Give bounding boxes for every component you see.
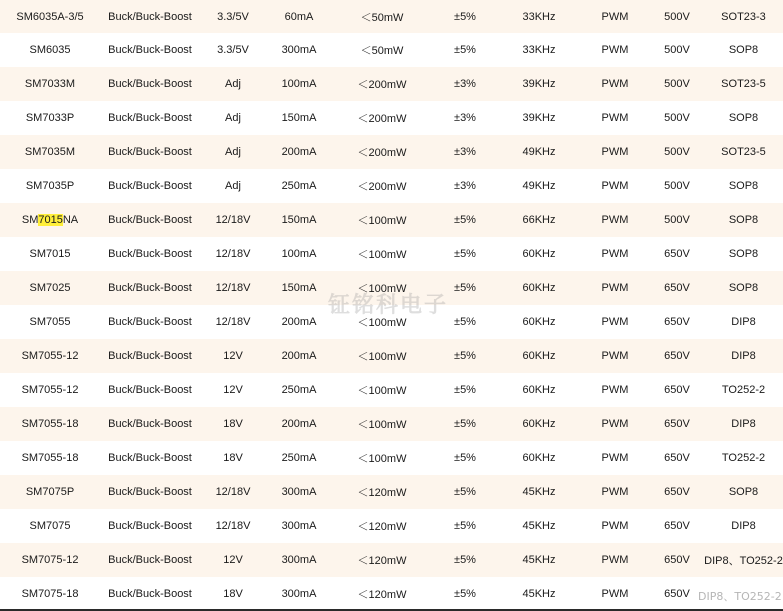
standby-power-cell: ＜50mW <box>332 33 432 67</box>
part-number-cell: SM7075 <box>0 509 100 543</box>
topology-cell: Buck/Buck-Boost <box>100 67 200 101</box>
control-mode-cell: PWM <box>580 577 650 611</box>
frequency-cell: 33KHz <box>498 33 580 67</box>
topology-cell: Buck/Buck-Boost <box>100 373 200 407</box>
topology-cell: Buck/Buck-Boost <box>100 543 200 577</box>
table-row <box>0 441 783 475</box>
standby-power-cell: ＜100mW <box>332 339 432 373</box>
output-voltage-cell: 12V <box>200 373 266 407</box>
standby-power-cell: ＜100mW <box>332 203 432 237</box>
topology-cell: Buck/Buck-Boost <box>100 305 200 339</box>
frequency-cell: 39KHz <box>498 101 580 135</box>
standby-power-cell: ＜100mW <box>332 271 432 305</box>
table-row <box>0 339 783 373</box>
breakdown-voltage-cell: 650V <box>650 543 704 577</box>
standby-power-cell: ＜120mW <box>332 475 432 509</box>
table-row <box>0 509 783 543</box>
standby-power-cell: ＜100mW <box>332 305 432 339</box>
frequency-cell: 33KHz <box>498 0 580 33</box>
output-voltage-cell: 12/18V <box>200 203 266 237</box>
control-mode-cell: PWM <box>580 271 650 305</box>
control-mode-cell: PWM <box>580 475 650 509</box>
frequency-cell: 60KHz <box>498 373 580 407</box>
control-mode-cell: PWM <box>580 305 650 339</box>
package-cell: SOT23-5 <box>704 135 783 169</box>
output-voltage-cell: Adj <box>200 67 266 101</box>
topology-cell: Buck/Buck-Boost <box>100 33 200 67</box>
table-row <box>0 169 783 203</box>
standby-power-cell: ＜120mW <box>332 509 432 543</box>
part-number-cell: SM7055-12 <box>0 373 100 407</box>
control-mode-cell: PWM <box>580 509 650 543</box>
voltage-accuracy-cell: ±5% <box>432 509 498 543</box>
part-number-cell: SM7033M <box>0 67 100 101</box>
table-row <box>0 475 783 509</box>
part-number-cell: SM7075-12 <box>0 543 100 577</box>
breakdown-voltage-cell: 650V <box>650 305 704 339</box>
control-mode-cell: PWM <box>580 203 650 237</box>
output-current-cell: 250mA <box>266 169 332 203</box>
voltage-accuracy-cell: ±3% <box>432 169 498 203</box>
breakdown-voltage-cell: 650V <box>650 509 704 543</box>
output-current-cell: 150mA <box>266 271 332 305</box>
table-row <box>0 305 783 339</box>
voltage-accuracy-cell: ±5% <box>432 339 498 373</box>
table-row <box>0 271 783 305</box>
voltage-accuracy-cell: ±5% <box>432 373 498 407</box>
voltage-accuracy-cell: ±5% <box>432 441 498 475</box>
table-row <box>0 33 783 67</box>
voltage-accuracy-cell: ±3% <box>432 135 498 169</box>
breakdown-voltage-cell: 650V <box>650 373 704 407</box>
frequency-cell: 45KHz <box>498 543 580 577</box>
output-voltage-cell: 12V <box>200 339 266 373</box>
output-current-cell: 150mA <box>266 203 332 237</box>
control-mode-cell: PWM <box>580 135 650 169</box>
part-number-cell: SM7055-18 <box>0 407 100 441</box>
part-number-cell: SM7055 <box>0 305 100 339</box>
part-number-cell <box>0 203 100 237</box>
output-voltage-cell: Adj <box>200 101 266 135</box>
voltage-accuracy-cell: ±5% <box>432 577 498 611</box>
output-voltage-cell: Adj <box>200 169 266 203</box>
topology-cell: Buck/Buck-Boost <box>100 271 200 305</box>
part-number-cell: SM7075-18 <box>0 577 100 611</box>
voltage-accuracy-cell: ±5% <box>432 407 498 441</box>
standby-power-cell: ＜200mW <box>332 67 432 101</box>
part-prefix: SM <box>21 214 39 226</box>
standby-power-cell: ＜50mW <box>332 0 432 33</box>
voltage-accuracy-cell: ±5% <box>432 237 498 271</box>
topology-cell: Buck/Buck-Boost <box>100 237 200 271</box>
breakdown-voltage-cell: 650V <box>650 271 704 305</box>
control-mode-cell: PWM <box>580 543 650 577</box>
output-voltage-cell: 12/18V <box>200 305 266 339</box>
output-current-cell: 200mA <box>266 305 332 339</box>
breakdown-voltage-cell: 650V <box>650 237 704 271</box>
package-cell: DIP8、TO252-2 <box>704 543 783 577</box>
package-cell: TO252-2 <box>704 441 783 475</box>
part-number-cell: SM7075P <box>0 475 100 509</box>
output-voltage-cell: 12V <box>200 543 266 577</box>
topology-cell: Buck/Buck-Boost <box>100 509 200 543</box>
breakdown-voltage-cell: 650V <box>650 407 704 441</box>
package-cell: TO252-2 <box>704 373 783 407</box>
control-mode-cell: PWM <box>580 339 650 373</box>
frequency-cell: 60KHz <box>498 305 580 339</box>
voltage-accuracy-cell: ±5% <box>432 203 498 237</box>
part-number-cell: SM6035A-3/5 <box>0 0 100 33</box>
voltage-accuracy-cell: ±5% <box>432 33 498 67</box>
output-current-cell: 300mA <box>266 577 332 611</box>
frequency-cell: 45KHz <box>498 577 580 611</box>
topology-cell: Buck/Buck-Boost <box>100 169 200 203</box>
frequency-cell: 66KHz <box>498 203 580 237</box>
output-voltage-cell: 12/18V <box>200 509 266 543</box>
voltage-accuracy-cell: ±3% <box>432 101 498 135</box>
output-current-cell: 300mA <box>266 543 332 577</box>
part-number-cell: SM7033P <box>0 101 100 135</box>
frequency-cell: 60KHz <box>498 407 580 441</box>
package-cell: SOP8 <box>704 33 783 67</box>
breakdown-voltage-cell: 650V <box>650 475 704 509</box>
part-number-cell: SM7035P <box>0 169 100 203</box>
table-row <box>0 101 783 135</box>
output-current-cell: 60mA <box>266 0 332 33</box>
topology-cell: Buck/Buck-Boost <box>100 407 200 441</box>
output-current-cell: 300mA <box>266 33 332 67</box>
table-row <box>0 543 783 577</box>
package-cell <box>704 577 783 611</box>
voltage-accuracy-cell: ±5% <box>432 543 498 577</box>
control-mode-cell: PWM <box>580 33 650 67</box>
output-voltage-cell: Adj <box>200 135 266 169</box>
output-current-cell: 200mA <box>266 339 332 373</box>
table-row <box>0 577 783 611</box>
standby-power-cell: ＜200mW <box>332 169 432 203</box>
part-number-cell: SM7025 <box>0 271 100 305</box>
package-cell: DIP8 <box>704 407 783 441</box>
standby-power-cell: ＜120mW <box>332 543 432 577</box>
package-cell: DIP8 <box>704 339 783 373</box>
output-current-cell: 200mA <box>266 135 332 169</box>
output-voltage-cell: 12/18V <box>200 475 266 509</box>
part-number-cell: SM6035 <box>0 33 100 67</box>
package-cell: DIP8 <box>704 509 783 543</box>
package-cell: SOP8 <box>704 237 783 271</box>
package-cell: SOP8 <box>704 475 783 509</box>
standby-power-cell: ＜100mW <box>332 373 432 407</box>
control-mode-cell: PWM <box>580 169 650 203</box>
breakdown-voltage-cell: 650V <box>650 441 704 475</box>
breakdown-voltage-cell: 500V <box>650 33 704 67</box>
part-number-cell: SM7015 <box>0 237 100 271</box>
output-current-cell: 100mA <box>266 67 332 101</box>
table-row <box>0 373 783 407</box>
standby-power-cell: ＜200mW <box>332 135 432 169</box>
frequency-cell: 45KHz <box>498 475 580 509</box>
frequency-cell: 60KHz <box>498 237 580 271</box>
output-current-cell: 300mA <box>266 509 332 543</box>
table-row <box>0 67 783 101</box>
control-mode-cell: PWM <box>580 373 650 407</box>
control-mode-cell: PWM <box>580 0 650 33</box>
part-number-cell: SM7055-12 <box>0 339 100 373</box>
breakdown-voltage-cell: 500V <box>650 135 704 169</box>
output-voltage-cell: 3.3/5V <box>200 33 266 67</box>
voltage-accuracy-cell: ±5% <box>432 271 498 305</box>
frequency-cell: 45KHz <box>498 509 580 543</box>
frequency-cell: 60KHz <box>498 271 580 305</box>
package-cell: SOT23-3 <box>704 0 783 33</box>
topology-cell: Buck/Buck-Boost <box>100 339 200 373</box>
frequency-cell: 60KHz <box>498 441 580 475</box>
standby-power-cell: ＜120mW <box>332 577 432 611</box>
part-number-cell: SM7055-18 <box>0 441 100 475</box>
voltage-accuracy-cell: ±3% <box>432 67 498 101</box>
breakdown-voltage-cell: 500V <box>650 67 704 101</box>
control-mode-cell: PWM <box>580 101 650 135</box>
package-cell: SOP8 <box>704 169 783 203</box>
part-number-cell: SM7035M <box>0 135 100 169</box>
standby-power-cell: ＜200mW <box>332 101 432 135</box>
output-current-cell: 300mA <box>266 475 332 509</box>
output-current-cell: 250mA <box>266 373 332 407</box>
frequency-cell: 49KHz <box>498 135 580 169</box>
table-row <box>0 237 783 271</box>
output-current-cell: 200mA <box>266 407 332 441</box>
frequency-cell: 39KHz <box>498 67 580 101</box>
output-voltage-cell: 3.3/5V <box>200 0 266 33</box>
package-cell: DIP8 <box>704 305 783 339</box>
control-mode-cell: PWM <box>580 407 650 441</box>
topology-cell: Buck/Buck-Boost <box>100 475 200 509</box>
part-suffix: NA <box>62 214 79 226</box>
breakdown-voltage-cell: 650V <box>650 577 704 611</box>
voltage-accuracy-cell: ±5% <box>432 0 498 33</box>
output-voltage-cell: 18V <box>200 407 266 441</box>
package-cell: SOP8 <box>704 203 783 237</box>
topology-cell: Buck/Buck-Boost <box>100 101 200 135</box>
standby-power-cell: ＜100mW <box>332 441 432 475</box>
topology-cell: Buck/Buck-Boost <box>100 135 200 169</box>
topology-cell: Buck/Buck-Boost <box>100 0 200 33</box>
voltage-accuracy-cell: ±5% <box>432 475 498 509</box>
breakdown-voltage-cell: 500V <box>650 169 704 203</box>
breakdown-voltage-cell: 500V <box>650 0 704 33</box>
standby-power-cell: ＜100mW <box>332 407 432 441</box>
topology-cell: Buck/Buck-Boost <box>100 203 200 237</box>
control-mode-cell: PWM <box>580 237 650 271</box>
output-voltage-cell: 12/18V <box>200 271 266 305</box>
frequency-cell: 49KHz <box>498 169 580 203</box>
package-cell: SOT23-5 <box>704 67 783 101</box>
topology-cell: Buck/Buck-Boost <box>100 577 200 611</box>
cutoff-cell-text: DIP8、TO252-2 <box>698 590 782 603</box>
table-row <box>0 203 783 237</box>
package-cell: SOP8 <box>704 101 783 135</box>
table-row <box>0 0 783 33</box>
output-voltage-cell: 18V <box>200 441 266 475</box>
topology-cell: Buck/Buck-Boost <box>100 441 200 475</box>
output-current-cell: 100mA <box>266 237 332 271</box>
control-mode-cell: PWM <box>580 67 650 101</box>
breakdown-voltage-cell: 500V <box>650 101 704 135</box>
table-row <box>0 135 783 169</box>
standby-power-cell: ＜100mW <box>332 237 432 271</box>
output-current-cell: 150mA <box>266 101 332 135</box>
output-voltage-cell: 12/18V <box>200 237 266 271</box>
search-highlight: 7015 <box>38 214 63 226</box>
voltage-accuracy-cell: ±5% <box>432 305 498 339</box>
breakdown-voltage-cell: 650V <box>650 339 704 373</box>
watermark: 钲铭科电子 <box>328 293 449 318</box>
package-cell: SOP8 <box>704 271 783 305</box>
control-mode-cell: PWM <box>580 441 650 475</box>
breakdown-voltage-cell: 500V <box>650 203 704 237</box>
table-row <box>0 407 783 441</box>
frequency-cell: 60KHz <box>498 339 580 373</box>
output-voltage-cell: 18V <box>200 577 266 611</box>
output-current-cell: 250mA <box>266 441 332 475</box>
